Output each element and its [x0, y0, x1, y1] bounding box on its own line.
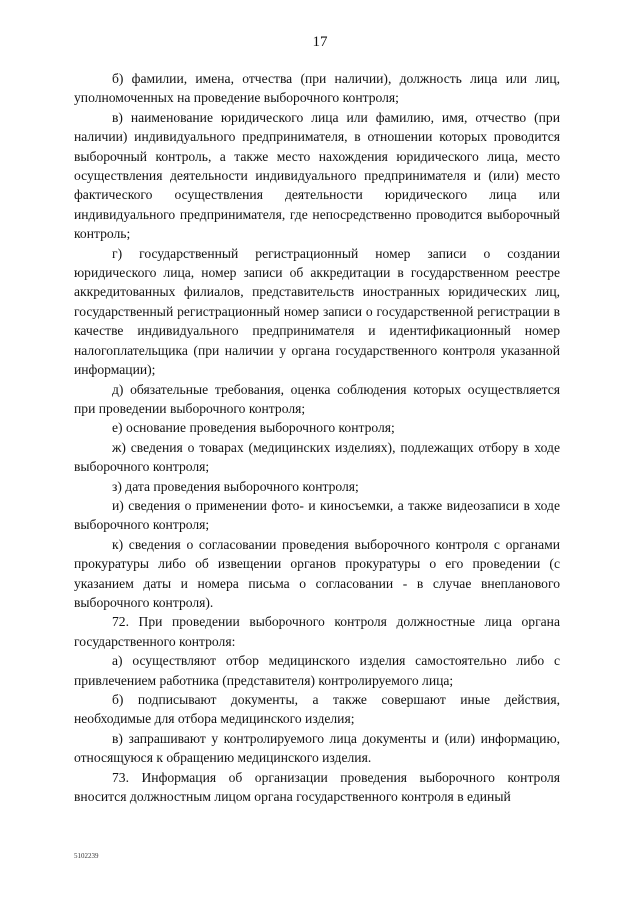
footer-document-code: 5102239: [74, 852, 99, 860]
paragraph-72-v: в) запрашивают у контролируемого лица документы и (или) информацию, относящуюся к обращению медицинского изделия.: [74, 730, 560, 766]
paragraph-e-basis: е) основание проведения выборочного контроля;: [112, 420, 395, 436]
paragraph-72-b: б) подписывают документы, а также совершают иные действия, необходимые для отбора медицинского изделия;: [74, 692, 560, 727]
paragraph-v-entity-name: в) наименование юридического лица или фамилию, имя, отчество (при наличии) индивидуального предпринимателя, в отношении которых проводится выборочный контроль, а также место нахождения юридического лица, место осуществления деятельности индивидуального предпринимателя и (или) место фактического осуществления деятельности юридического лица или индивидуального предпринимателя, где непосредственно проводится выборочный контроль;: [74, 109, 560, 242]
paragraph-g-registration: г) государственный регистрационный номер записи о создании юридического лица, номер записи об аккредитации в государственном реестре аккредитованных филиалов, представительств иностранных юридических лиц, государственный регистрационный номер записи о государственной регистрации в качестве индивидуального предпринимателя и идентификационный номер налогоплательщика (при наличии у органа государственного контроля указанной информации);: [74, 245, 560, 378]
body-text: [74, 69, 560, 806]
paragraph-zh-goods: ж) сведения о товарах (медицинских изделиях), подлежащих отбору в ходе выборочного контроля;: [74, 439, 560, 475]
paragraph-72: 72. При проведении выборочного контроля должностные лица органа государственного контроля:: [74, 614, 560, 649]
page-number: 17: [312, 34, 328, 50]
paragraph-b-names: б) фамилии, имена, отчества (при наличии), должность лица или лиц, уполномоченных на проведение выборочного контроля;: [74, 71, 560, 106]
paragraph-z-date: з) дата проведения выборочного контроля;: [112, 478, 359, 494]
paragraph-i-photo: и) сведения о применении фото- и киносъемки, а также видеозаписи в ходе выборочного контроля;: [74, 497, 560, 533]
paragraph-72-a: а) осуществляют отбор медицинского изделия самостоятельно либо с привлечением работника (представителя) контролируемого лица;: [74, 653, 560, 688]
paragraph-73: 73. Информация об организации проведения выборочного контроля вносится должностным лицом органа государственного контроля в единый: [74, 769, 560, 805]
paragraph-k-prosecutor: к) сведения о согласовании проведения выборочного контроля с органами прокуратуры либо об извещении органов прокуратуры о его проведении (с указанием даты и номера письма о согласовании - в случае внепланового выборочного контроля).: [74, 536, 560, 610]
paragraph-d-requirements: д) обязательные требования, оценка соблюдения которых осуществляется при проведении выборочного контроля;: [74, 381, 560, 416]
